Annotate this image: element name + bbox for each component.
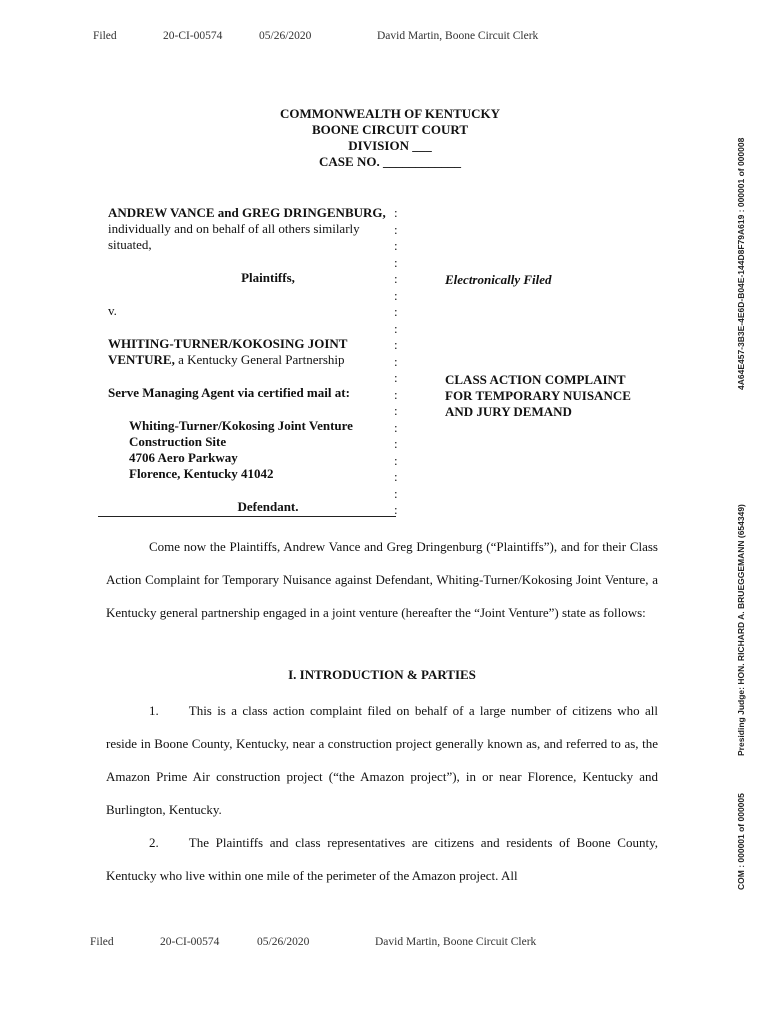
case-number: 20-CI-00574 — [163, 30, 223, 42]
caption-divider — [98, 516, 396, 517]
filing-header-bottom — [0, 936, 768, 952]
case-caption — [108, 205, 398, 515]
defendant-description: a Kentucky General Partnership — [174, 352, 345, 367]
defendant-name: WHITING-TURNER/KOKOSING JOINT VENTURE, — [108, 336, 348, 367]
court-line-3: DIVISION ___ — [348, 138, 432, 153]
presiding-judge-stamp: Presiding Judge: HON. RICHARD A. BRUEGGEMANN (654349) — [736, 504, 746, 756]
paragraph-1-number: 1. — [149, 703, 159, 718]
com-stamp: COM : 000001 of 000005 — [736, 793, 746, 890]
court-heading — [200, 106, 580, 170]
caption-colon-column: : : : : : : : : : : : : : : : : : : : — [394, 205, 398, 517]
complaint-title — [445, 372, 685, 420]
address-line-4: Florence, Kentucky 41042 — [129, 466, 274, 481]
clerk-name-bottom: David Martin, Boone Circuit Clerk — [375, 936, 537, 948]
address-line-3: 4706 Aero Parkway — [129, 450, 238, 465]
complaint-title-line-2: FOR TEMPORARY NUISANCE — [445, 388, 631, 403]
intro-paragraph: Come now the Plaintiffs, Andrew Vance and Greg Dringenburg (“Plaintiffs”), and for their Class Action Complaint for Temporary Nuisance against Defendant, Whiting-Turner/Kokosing Joint Venture, a Kentucky general partnership engaged in a joint venture (hereafter the “Joint Venture”) state as follows: — [106, 539, 658, 620]
plaintiff-description: individually and on behalf of all others similarly situated, — [108, 221, 360, 252]
electronically-filed: Electronically Filed — [445, 272, 552, 287]
court-line-4: CASE NO. ____________ — [319, 154, 461, 169]
paragraph-1-text: This is a class action complaint filed on behalf of a large number of citizens who all reside in Boone County, Kentucky, near a construction project generally known as, and referred to as, the Amazon Prime Air construction project (“the Amazon project”), in or near Florence, Kentucky and Burlington, Kentucky. — [106, 703, 658, 817]
filing-date-bottom: 05/26/2020 — [257, 936, 310, 948]
clerk-name: David Martin, Boone Circuit Clerk — [377, 30, 539, 42]
defendant-label: Defendant. — [237, 499, 299, 514]
address-line-1: Whiting-Turner/Kokosing Joint Venture — [129, 418, 353, 433]
serve-label: Serve Managing Agent via certified mail at: — [108, 385, 350, 400]
section-heading: I. INTRODUCTION & PARTIES — [288, 667, 476, 682]
court-line-1: COMMONWEALTH OF KENTUCKY — [279, 106, 501, 121]
filing-header-top — [0, 30, 768, 46]
plaintiff-names: ANDREW VANCE and GREG DRINGENBURG, — [108, 205, 386, 220]
complaint-title-line-3: AND JURY DEMAND — [445, 404, 572, 419]
paragraph-2-number: 2. — [149, 835, 159, 850]
versus-label: v. — [108, 303, 117, 318]
paragraph-1 — [106, 694, 658, 826]
paragraph-2-text: The Plaintiffs and class representatives are citizens and residents of Boone County, Kentucky who live within one mile of the perimeter of the Amazon project. All — [106, 835, 658, 883]
case-number-bottom: 20-CI-00574 — [160, 936, 220, 948]
defendant-address — [108, 418, 398, 482]
plaintiffs-label: Plaintiffs, — [241, 270, 295, 285]
document-id-stamp: 4A64E457-3B3E-4E6D-B04E-144D8F79A619 : 000001 of 000008 — [736, 137, 746, 390]
complaint-title-line-1: CLASS ACTION COMPLAINT — [445, 372, 626, 387]
filed-label-bottom: Filed — [90, 936, 114, 948]
paragraph-2 — [106, 826, 658, 892]
filing-date: 05/26/2020 — [259, 30, 312, 42]
filed-label: Filed — [93, 30, 117, 42]
address-line-2: Construction Site — [129, 434, 227, 449]
court-line-2: BOONE CIRCUIT COURT — [311, 122, 469, 137]
